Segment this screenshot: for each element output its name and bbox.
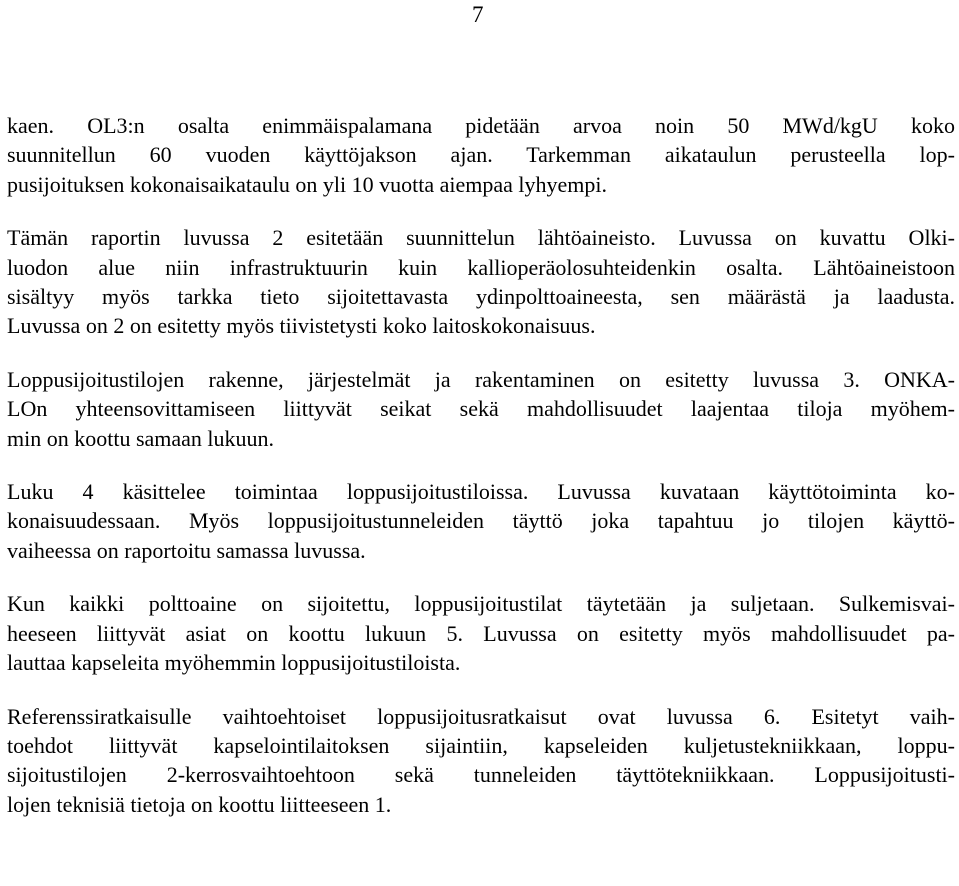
- text-line: sisältyy myös tarkka tieto sijoitettavasta ydinpolttoaineesta, sen määrästä ja laadusta.: [7, 284, 955, 310]
- text-line: lojen teknisiä tietoja on koottu liitteeseen 1.: [7, 791, 392, 817]
- text-line: Kun kaikki polttoaine on sijoitettu, loppusijoitustilat täytetään ja suljetaan. Sulkemisvai-: [7, 591, 955, 617]
- text-line: Tämän raportin luvussa 2 esitetään suunnittelun lähtöaineisto. Luvussa on kuvattu Olki-: [7, 225, 955, 251]
- paragraph-chapter-6: [7, 702, 955, 820]
- text-line: lauttaa kapseleita myöhemmin loppusijoitustiloista.: [7, 650, 461, 676]
- paragraph-chapter-4: [7, 477, 955, 565]
- text-line: heeseen liittyvät asiat on koottu lukuun 5. Luvussa on esitetty myös mahdollisuudet pa-: [7, 620, 955, 646]
- page-number: 7: [472, 2, 484, 27]
- text-line: Referenssiratkaisulle vaihtoehtoiset loppusijoitusratkaisut ovat luvussa 6. Esitetyt vaih-: [7, 703, 955, 729]
- text-line: vaiheessa on raportoitu samassa luvussa.: [7, 537, 366, 563]
- text-line: konaisuudessaan. Myös loppusijoitustunneleiden täyttö joka tapahtuu jo tilojen käyttö-: [7, 508, 955, 534]
- text-line: Luku 4 käsittelee toimintaa loppusijoitustiloissa. Luvussa kuvataan käyttötoiminta ko-: [7, 479, 955, 505]
- text-line: toehdot liittyvät kapselointilaitoksen sijaintiin, kapseleiden kuljetustekniikkaan, loppu-: [7, 732, 955, 758]
- text-line: Luvussa on 2 on esitetty myös tiivistetysti koko laitoskokonaisuus.: [7, 313, 596, 339]
- paragraph-chapter-2: [7, 223, 955, 341]
- paragraph-burnup: [7, 111, 955, 199]
- text-line: pusijoituksen kokonaisaikataulu on yli 10 vuotta aiempaa lyhyempi.: [7, 171, 608, 197]
- text-line: suunnitellun 60 vuoden käyttöjakson ajan. Tarkemman aikataulun perusteella lop-: [7, 142, 955, 168]
- text-line: min on koottu samaan lukuun.: [7, 425, 275, 451]
- text-line: sijoitustilojen 2-kerrosvaihtoehtoon sekä tunneleiden täyttötekniikkaan. Loppusijoitusti-: [7, 762, 955, 788]
- paragraph-chapter-3: [7, 365, 955, 453]
- paragraph-chapter-5: [7, 589, 955, 677]
- text-line: Loppusijoitustilojen rakenne, järjestelmät ja rakentaminen on esitetty luvussa 3. ONKA-: [7, 366, 955, 392]
- text-line: kaen. OL3:n osalta enimmäispalamana pidetään arvoa noin 50 MWd/kgU koko: [7, 113, 955, 138]
- text-line: LOn yhteensovittamiseen liittyvät seikat sekä mahdollisuudet laajentaa tiloja myöhem-: [7, 396, 955, 422]
- text-line: luodon alue niin infrastruktuurin kuin kallioperäolosuhteidenkin osalta. Lähtöaineistoon: [7, 254, 955, 280]
- page-body: [7, 111, 955, 819]
